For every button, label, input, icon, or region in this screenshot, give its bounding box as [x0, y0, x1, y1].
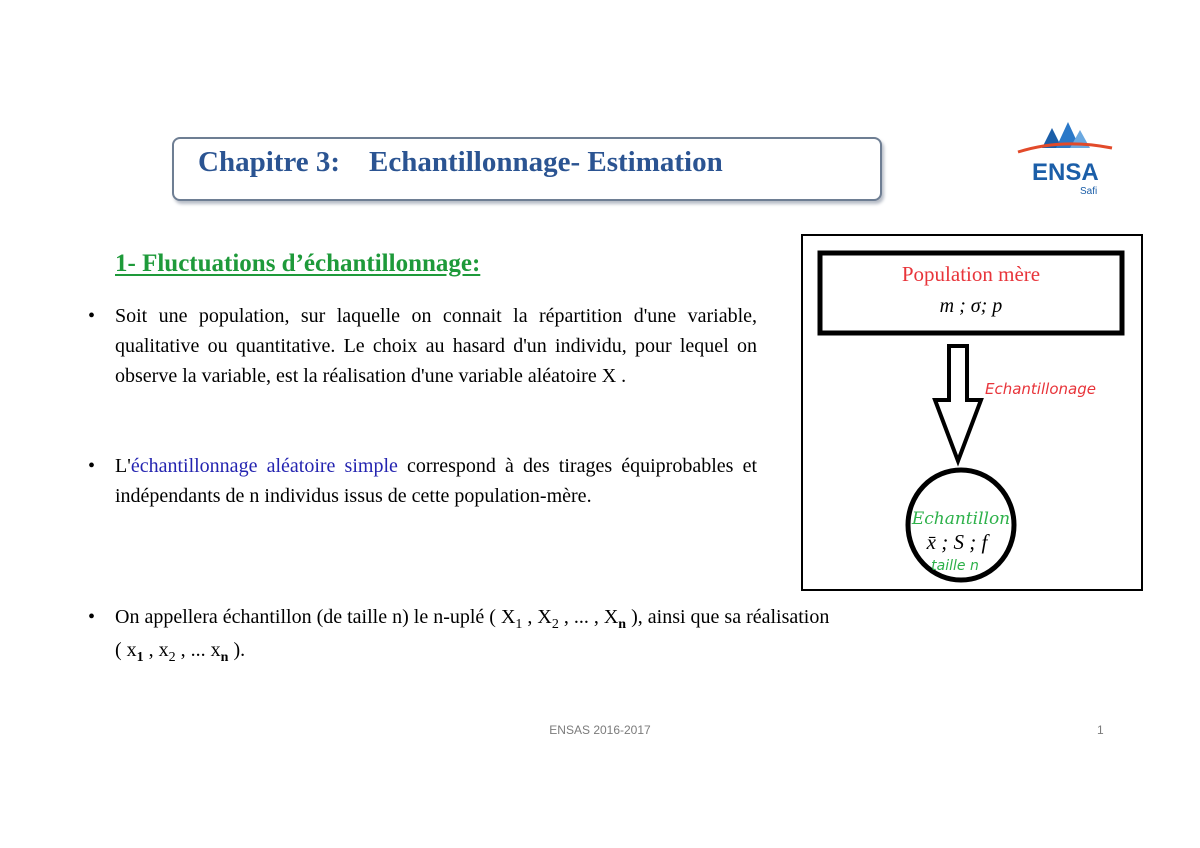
bullet-dot: • [88, 305, 96, 327]
chapter-label: Chapitre 3: [198, 146, 341, 178]
text-fragment: , ... x [175, 639, 221, 661]
logo-text: ENSA [1032, 159, 1099, 186]
sample-params: x̄ ; S ; f [926, 530, 988, 554]
arrow-label: Echantillonage [985, 380, 1096, 398]
sample-label: Echantillon [911, 509, 1011, 529]
subscript: 2 [551, 617, 559, 632]
down-arrow-icon [935, 346, 981, 461]
text-fragment: , ... , X [558, 606, 619, 628]
bullet-text-1: Soit une population, sur laquelle on connait la répartition d'une variable, qualitative ou quantitative. Le choix au hasard d'un individu, pour lequel on observe la variable, est la réalisation d'une variable aléatoire X . [115, 305, 757, 387]
subscript: n [220, 650, 229, 665]
text-fragment: ), ainsi que sa réalisation [626, 606, 830, 628]
bullet-text-2 [115, 451, 757, 511]
bullet-dot: • [88, 606, 96, 628]
text-fragment: ). [228, 639, 246, 661]
bullet-2-prefix: L' [115, 455, 131, 477]
bullet-item-2 [88, 451, 757, 511]
subscript: n [618, 617, 627, 632]
section-title: 1- Fluctuations d’échantillonnage: [115, 250, 481, 277]
logo-subtext: Safi [1080, 186, 1098, 197]
chapter-title [198, 146, 723, 179]
subscript: 1 [515, 617, 523, 632]
chapter-title-text: Echantillonnage- Estimation [369, 146, 723, 178]
text-fragment: ( x [115, 639, 137, 661]
bullet-dot: • [88, 455, 96, 477]
bullet-3-line-2 [115, 635, 1105, 668]
population-params: m ; σ; p [939, 295, 1003, 317]
ensa-logo [1012, 118, 1122, 208]
text-fragment: , x [143, 639, 169, 661]
bullet-item-3 [88, 602, 1105, 668]
page-number: 1 [1097, 723, 1104, 737]
bullet-3-line-1 [115, 602, 1105, 635]
subscript: 2 [168, 650, 176, 665]
sampling-diagram-svg [803, 236, 1141, 589]
sampling-diagram [801, 234, 1143, 591]
highlighted-term: échantillonnage aléatoire simple [130, 455, 398, 477]
footer-center: ENSAS 2016-2017 [549, 723, 651, 737]
text-fragment: On appellera échantillon (de taille n) le n-uplé ( X [115, 606, 516, 628]
bullet-2-suffix: correspond à des tirages équiprobables et indépendants de n individus issus de cette population-mère. [115, 455, 757, 507]
subscript: 1 [136, 650, 144, 665]
bullet-item-1 [88, 301, 757, 391]
population-label: Population mère [901, 262, 1041, 286]
text-fragment: , X [522, 606, 552, 628]
bullet-text-3 [115, 602, 1105, 668]
sample-size: taille n [931, 558, 979, 574]
